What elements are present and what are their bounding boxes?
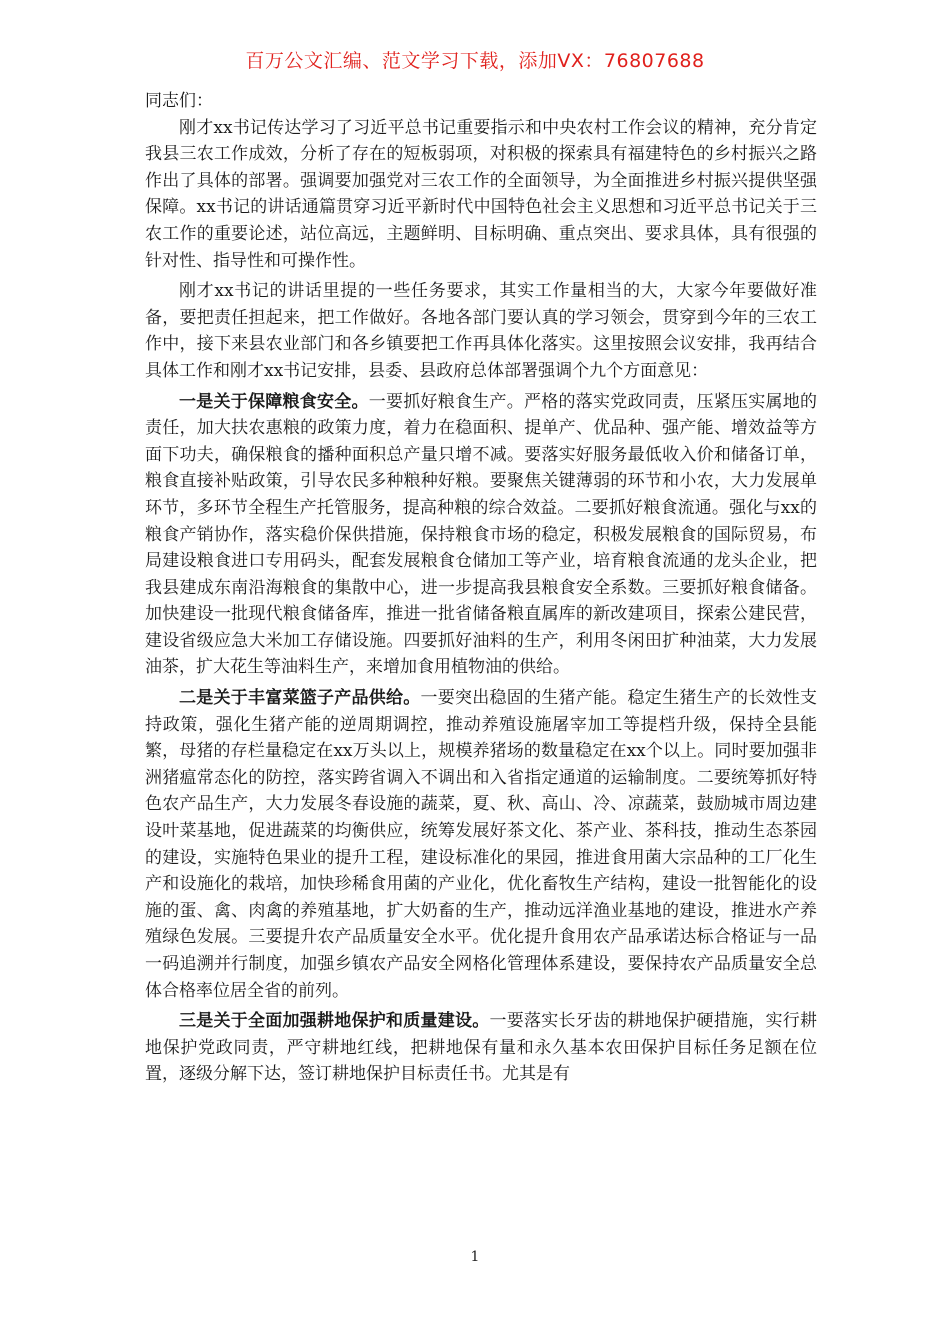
salutation: 同志们：: [145, 91, 213, 111]
document-body: [145, 88, 817, 1092]
section-heading: 二是关于丰富菜篮子产品供给。: [179, 688, 421, 709]
paragraph-text: 一要抓好粮食生产。严格的落实党政同责，压紧压实属地的责任，加大扶农惠粮的政策力度，着力在稳面积、提单产、优品种、强产能、增效益等方面下功夫，确保粮食的播种面积总产量只增不减。要落实好服务最低收入价和储备订单，粮食直接补贴政策，引导农民多种粮种好粮。要聚焦关键薄弱的环节和小农，大力发展单环节，多环节全程生产托管服务，提高种粮的综合效益。二要抓好粮食流通。强化与xx的粮食产销协作，落实稳价保供措施，保持粮食市场的稳定，积极发展粮食的国际贸易，布局建设粮食进口专用码头，配套发展粮食仓储加工等产业，培育粮食流通的龙头企业，把我县建成东南沿海粮食的集散中心，进一步提高我县粮食安全系数。三要抓好粮食储备。加快建设一批现代粮食储备库，推进一批省储备粮直属库的新改建项目，探索公建民营，建设省级应急大米加工存储设施。四要抓好油料的生产，利用冬闲田扩种油菜，大力发展油茶，扩大花生等油料生产，来增加食用植物油的供给。: [145, 391, 817, 678]
section-heading: 一是关于保障粮食安全。: [179, 391, 369, 412]
paragraph-vegetable-basket: [145, 685, 817, 1004]
paragraph-text: 一要落实长牙齿的耕地保护硬措施，实行耕地保护党政同责，严守耕地红线，把耕地保有量和永久基本农田保护目标任务足额在位置，逐级分解下达，签订耕地保护目标责任书。尤其是有: [145, 1011, 817, 1085]
paragraph-task-overview: [145, 278, 817, 384]
section-heading: 三是关于全面加强耕地保护和质量建设。: [179, 1011, 490, 1032]
paragraph-text: 一要突出稳固的生猪产能。稳定生猪生产的长效性支持政策，强化生猪产能的逆周期调控，推动养殖设施屠宰加工等提档升级，保持全县能繁，母猪的存栏量稳定在xx万头以上，规模养猪场的数量稳定在xx个以上。同时要加强非洲猪瘟常态化的防控，落实跨省调入不调出和入省指定通道的运输制度。二要统筹抓好特色农产品生产，大力发展冬春设施的蔬菜，夏、秋、高山、冷、凉蔬菜，鼓励城市周边建设叶菜基地，促进蔬菜的均衡供应，统筹发展好茶文化、茶产业、茶科技，推动生态茶园的建设，实施特色果业的提升工程，建设标准化的果园，推进食用菌大宗品种的工厂化生产和设施化的栽培，加快珍稀食用菌的产业化，优化畜牧生产结构，建设一批智能化的设施的蛋、禽、肉禽的养殖基地，扩大奶畜的生产，推动远洋渔业基地的建设，推进水产养殖绿色发展。三要提升农产品质量安全水平。优化提升食用农产品承诺达标合格证与一品一码追溯并行制度，加强乡镇农产品安全网格化管理体系建设，要保持农产品质量安全总体合格率位居全省的前列。: [145, 688, 817, 1001]
paragraph-farmland-protection: [145, 1008, 817, 1088]
header-banner: 百万公文汇编、范文学习下载，添加VX：76807688: [245, 50, 705, 72]
paragraph-text: 刚才xx书记传达学习了习近平总书记重要指示和中央农村工作会议的精神，充分肯定我县三农工作成效，分析了存在的短板弱项，对积极的探索具有福建特色的乡村振兴之路作出了具体的部署。强调要加强党对三农工作的全面领导，为全面推进乡村振兴提供坚强保障。xx书记的讲话通篇贯穿习近平新时代中国特色社会主义思想和习近平总书记关于三农工作的重要论述，站位高远，主题鲜明、目标明确、重点突出、要求具体，具有很强的针对性、指导性和可操作性。: [145, 117, 817, 271]
paragraph-grain-security: [145, 389, 817, 682]
paragraph-text: 刚才xx书记的讲话里提的一些任务要求，其实工作量相当的大，大家今年要做好准备，要把责任担起来，把工作做好。各地各部门要认真的学习领会，贯穿到今年的三农工作中，接下来县农业部门和各乡镇要把工作再具体化落实。这里按照会议安排，我再结合具体工作和刚才xx书记安排，县委、县政府总体部署强调个九个方面意见：: [145, 281, 817, 381]
page-number: 1: [470, 1249, 480, 1265]
paragraph-opening: [145, 115, 817, 275]
